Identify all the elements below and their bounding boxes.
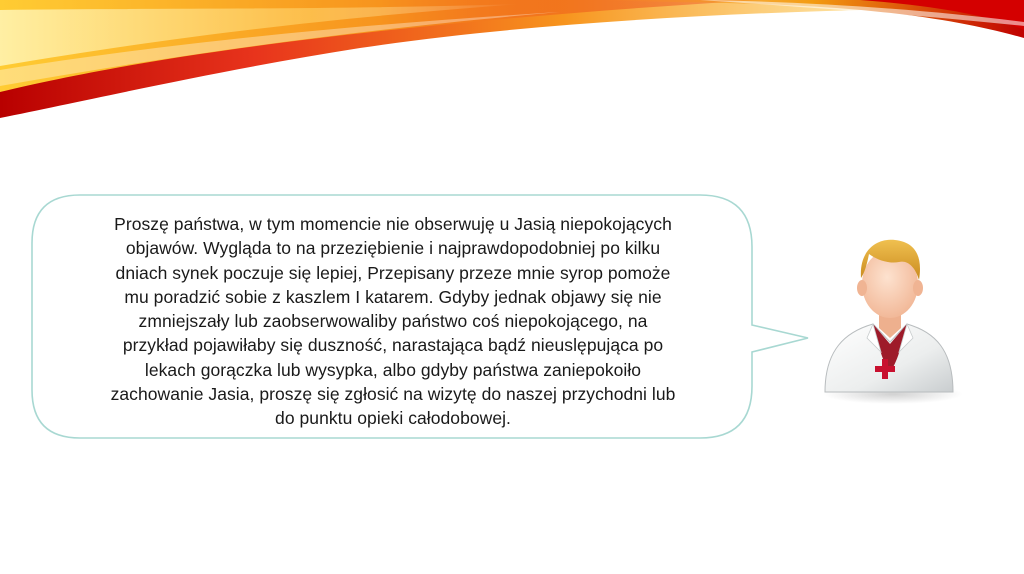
speech-bubble-text <box>48 212 738 432</box>
speech-line: zachowanie Jasia, proszę się zgłosić na wizytę do naszej przychodni lub <box>110 384 676 405</box>
speech-line: mu poradzić sobie z kaszlem I katarem. Gdyby jednak objawy się nie <box>124 286 662 307</box>
speech-line: objawów. Wygląda to na przeziębienie i najprawdopodobniej po kilku <box>125 238 661 259</box>
speech-line: dniach synek poczuje się lepiej, Przepisany przeze mnie syrop pomoże <box>115 262 671 283</box>
speech-line: zmniejszały lub zaobserwowaliby państwo coś niepokojącego, na <box>138 311 648 332</box>
speech-line: Proszę państwa, w tym momencie nie obserwuję u Jasią niepokojących <box>114 214 672 234</box>
speech-line: przykład pojawiłaby się duszność, narastająca bądź nieuslępująca po <box>122 335 664 356</box>
speech-line: do punktu opieki całodobowej. <box>275 408 511 429</box>
doctor-icon <box>815 232 965 407</box>
speech-line: lekach gorączka lub wysypka, albo gdyby państwa zaniepokoiło <box>144 359 642 380</box>
